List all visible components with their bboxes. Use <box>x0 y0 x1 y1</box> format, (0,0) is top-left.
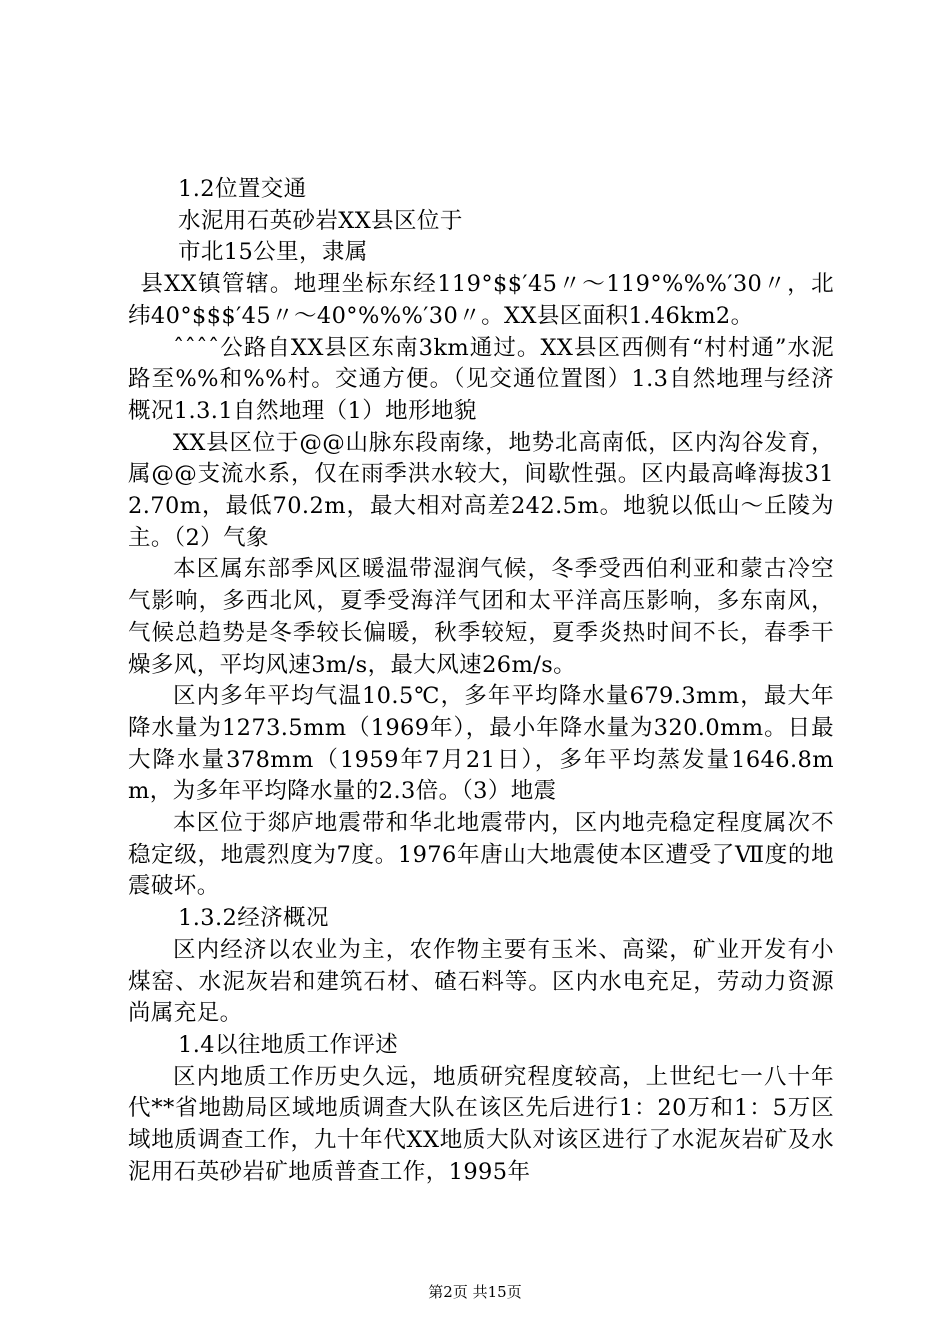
section-heading-1-3-2: 1.3.2经济概况 <box>178 905 329 932</box>
section-heading-1-2: 1.2位置交通 <box>178 176 307 202</box>
paragraph: 本区位于郯庐地震带和华北地震带内，区内地壳稳定程度属次不稳定级，地震烈度为7度。1976年唐山大地震使本区遭受了Ⅶ度的地震破坏。 <box>128 810 834 900</box>
paragraph: 区内地质工作历史久远，地质研究程度较高，上世纪七一八十年代**省地勘局区域地质调查大队在该区先后进行1：20万和1：5万区域地质调查工作，九十年代XX地质大队对该区进行了水泥灰岩矿及水泥用石英砂岩矿地质普查工作，1995年 <box>128 1063 834 1185</box>
paragraph: XX县区位于@@山脉东段南缘，地势北高南低，区内沟谷发育，属@@支流水系，仅在雨季洪水较大，间歇性强。区内最高峰海拔312.70m，最低70.2m，最大相对高差242.5m。地貌以低山～丘陵为主。（2）气象 <box>128 429 834 551</box>
paragraph: ˆˆˆˆ公路自XX县区东南3km通过。XX县区西侧有“村村通”水泥路至%%和%%村。交通方便。（见交通位置图）1.3自然地理与经济概况1.3.1自然地理（1）地形地貌 <box>128 334 834 424</box>
document-body <box>128 174 834 1189</box>
paragraph: 县XX镇管辖。地理坐标东经119°$$′45〃～119°%%%′30〃，北纬40°$$$′45〃～40°%%%′30〃。XX县区面积1.46km2。 <box>128 271 834 329</box>
page-number-footer: 第2页 共15页 <box>428 1283 522 1301</box>
section-heading-1-4: 1.4以往地质工作评述 <box>178 1031 399 1058</box>
text-line: 水泥用石英砂岩XX县区位于 <box>178 207 463 234</box>
paragraph: 区内多年平均气温10.5℃，多年平均降水量679.3mm，最大年降水量为1273.5mm（1969年），最小年降水量为320.0mm。日最大降水量378mm（1959年7月21日），多年平均蒸发量1646.8mm，为多年平均降水量的2.3倍。（3）地震 <box>128 683 834 805</box>
paragraph: 区内经济以农业为主，农作物主要有玉米、高粱，矿业开发有小煤窑、水泥灰岩和建筑石材、碴石料等。区内水电充足，劳动力资源尚属充足。 <box>128 936 834 1027</box>
text-line: 市北15公里，隶属 <box>178 239 368 266</box>
paragraph: 本区属东部季风区暖温带湿润气候，冬季受西伯利亚和蒙古冷空气影响，多西北风，夏季受海洋气团和太平洋高压影响，多东南风，气候总趋势是冬季较长偏暖，秋季较短，夏季炎热时间不长，春季干燥多风，平均风速3m/s，最大风速26m/s。 <box>128 556 834 678</box>
